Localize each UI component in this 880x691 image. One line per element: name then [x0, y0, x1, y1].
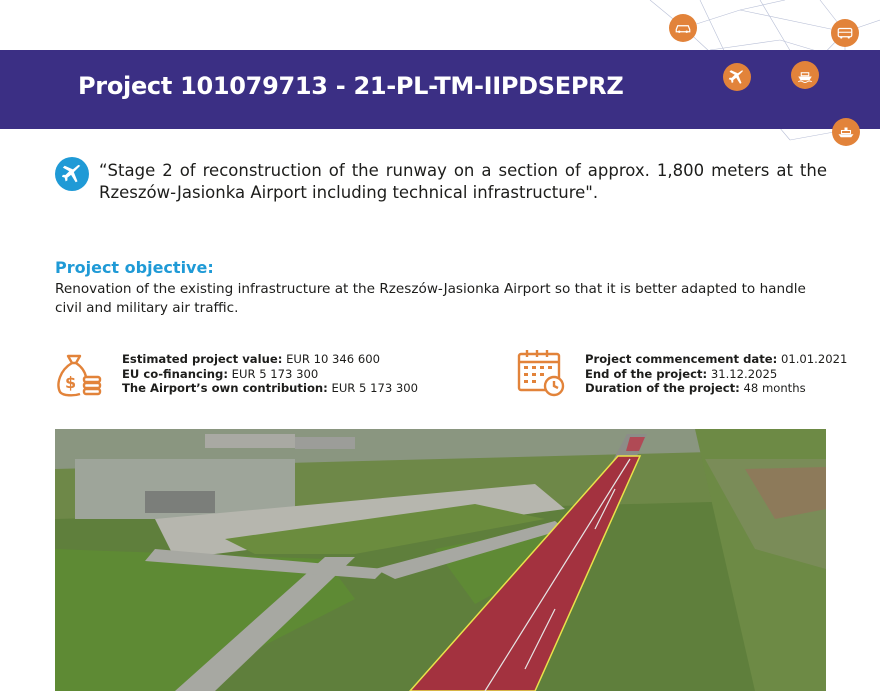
duration-label: Duration of the project:: [585, 381, 740, 396]
objective-text: Renovation of the existing infrastructure at the Rzeszów-Jasionka Airport so that it is better adapted to handle civil and military air traffic.: [55, 281, 806, 316]
svg-text:$: $: [65, 373, 77, 392]
duration-value: 48 months: [743, 381, 806, 396]
eu-cofinancing-value: EUR 5 173 300: [231, 366, 319, 381]
calendar-clock-icon: [516, 348, 566, 398]
end-date-label: End of the project:: [585, 366, 708, 381]
plane-icon: [55, 157, 89, 191]
estimated-value-label: Estimated project value:: [122, 352, 283, 366]
page-title: Project 101079713 - 21-PL-TM-IIPDSEPRZ: [78, 72, 624, 100]
airport-aerial-photo: [55, 429, 826, 691]
ship-icon: [791, 61, 819, 89]
money-bag-icon: [54, 350, 104, 400]
start-date-label: Project commencement date:: [585, 352, 778, 366]
project-title-quote: “Stage 2 of reconstruction of the runway on a section of approx. 1,800 meters at the Rzeszów-Jasionka Airport including technical infrastructure".: [99, 161, 827, 202]
end-date-value: 31.12.2025: [710, 366, 778, 381]
plane-icon: [723, 63, 751, 91]
financials-block: [122, 352, 418, 396]
car-icon: [669, 14, 697, 42]
eu-cofinancing-label: EU co-financing:: [122, 366, 228, 381]
own-contribution-value: EUR 5 173 300: [331, 381, 419, 396]
estimated-value: EUR 10 346 600: [286, 352, 380, 366]
ferry-icon: [832, 118, 860, 146]
schedule-block: [585, 352, 847, 396]
bus-icon: [831, 19, 859, 47]
objective-heading: Project objective:: [55, 258, 214, 277]
start-date-value: 01.01.2021: [780, 352, 848, 366]
own-contribution-label: The Airport’s own contribution:: [122, 381, 328, 396]
